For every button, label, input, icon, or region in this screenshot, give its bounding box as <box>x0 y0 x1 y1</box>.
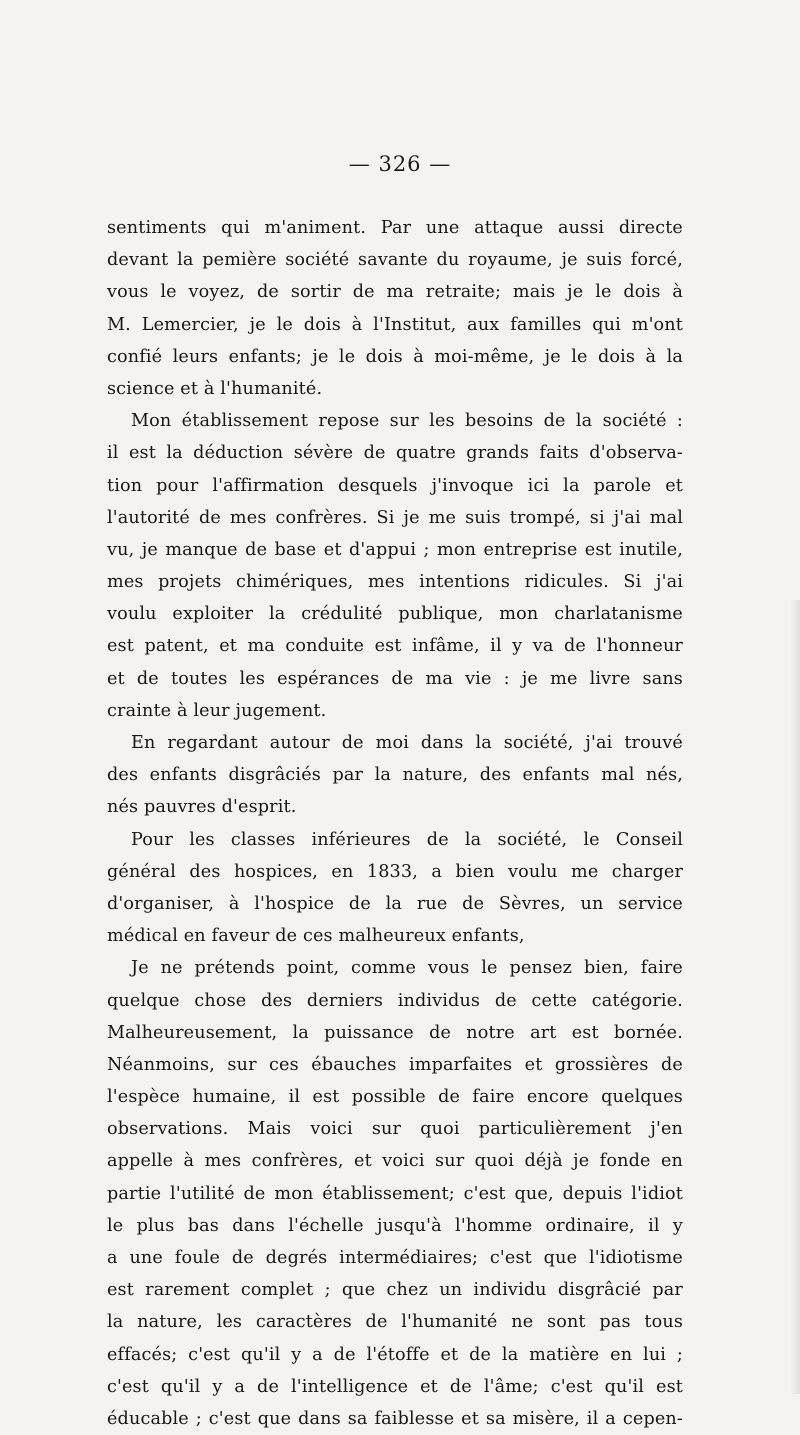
text-line: c'est qu'il y a de l'intelligence et de l'âme; c'est qu'il est <box>107 1376 683 1397</box>
text-line: est patent, et ma conduite est infâme, il y va de l'honneur <box>107 636 683 657</box>
text-line: d'organiser, à l'hospice de la rue de Sèvres, un service <box>107 893 683 914</box>
text-line: Malheureusement, la puissance de notre art est bornée. <box>107 1022 683 1043</box>
text-line: est rarement complet ; que chez un individu disgrâcié par <box>107 1280 683 1301</box>
text-line: l'espèce humaine, il est possible de faire encore quelques <box>107 1087 683 1108</box>
text-line: observations. Mais voici sur quoi particulièrement j'en <box>107 1119 683 1140</box>
paragraph-first-line: Pour les classes inférieures de la société, le Conseil <box>131 829 683 850</box>
text-line: nés pauvres d'esprit. <box>107 797 297 818</box>
text-line: voulu exploiter la crédulité publique, mon charlatanisme <box>107 604 683 625</box>
text-line: vu, je manque de base et d'appui ; mon entreprise est inutile, <box>107 539 683 560</box>
text-line: confié leurs enfants; je le dois à moi-même, je le dois à la <box>107 346 683 367</box>
text-line: Néanmoins, sur ces ébauches imparfaites et grossières de <box>107 1054 683 1075</box>
paragraph-first-line: Je ne prétends point, comme vous le pensez bien, faire <box>131 958 683 979</box>
paragraph-first-line: En regardant autour de moi dans la société, j'ai trouvé <box>131 733 683 753</box>
text-line: vous le voyez, de sortir de ma retraite; mais je le dois à <box>107 282 683 303</box>
page-number: — 326 — <box>348 152 452 176</box>
text-line: l'autorité de mes confrères. Si je me suis trompé, si j'ai mal <box>107 507 683 528</box>
text-line: il est la déduction sévère de quatre grands faits d'observa- <box>107 443 683 464</box>
text-line: mes projets chimériques, mes intentions ridicules. Si j'ai <box>107 572 683 593</box>
text-line: a une foule de degrés intermédiaires; c'est que l'idiotisme <box>107 1248 683 1268</box>
text-line: appelle à mes confrères, et voici sur quoi déjà je fonde en <box>107 1151 683 1172</box>
text-line: sentiments qui m'animent. Par une attaque aussi directe <box>107 218 683 238</box>
text-line: et de toutes les espérances de ma vie : je me livre sans <box>107 668 683 689</box>
text-line: médical en faveur de ces malheureux enfants, <box>107 926 525 947</box>
text-line: devant la pemière société savante du royaume, je suis forcé, <box>107 250 683 271</box>
page-edge-shadow <box>790 600 800 1394</box>
text-line: tion pour l'affirmation desquels j'invoque ici la parole et <box>107 475 683 496</box>
text-line: général des hospices, en 1833, a bien voulu me charger <box>107 861 683 882</box>
text-line: des enfants disgrâciés par la nature, des enfants mal nés, <box>107 765 683 786</box>
text-line: la nature, les caractères de l'humanité ne sont pas tous <box>107 1312 683 1333</box>
text-line: effacés; c'est qu'il y a de l'étoffe et de la matière en lui ; <box>107 1344 683 1365</box>
text-line: partie l'utilité de mon établissement; c'est que, depuis l'idiot <box>107 1183 683 1204</box>
body-text <box>107 212 683 1435</box>
text-line: éducable ; c'est que dans sa faiblesse et sa misère, il a cepen- <box>107 1408 683 1429</box>
text-line: crainte à leur jugement. <box>107 700 327 721</box>
text-line: science et à l'humanité. <box>107 378 323 399</box>
text-line: le plus bas dans l'échelle jusqu'à l'homme ordinaire, il y <box>107 1215 683 1236</box>
text-line: quelque chose des derniers individus de cette catégorie. <box>107 990 683 1011</box>
text-line: M. Lemercier, je le dois à l'Institut, aux familles qui m'ont <box>107 314 683 335</box>
paragraph-first-line: Mon établissement repose sur les besoins de la société : <box>131 411 683 432</box>
